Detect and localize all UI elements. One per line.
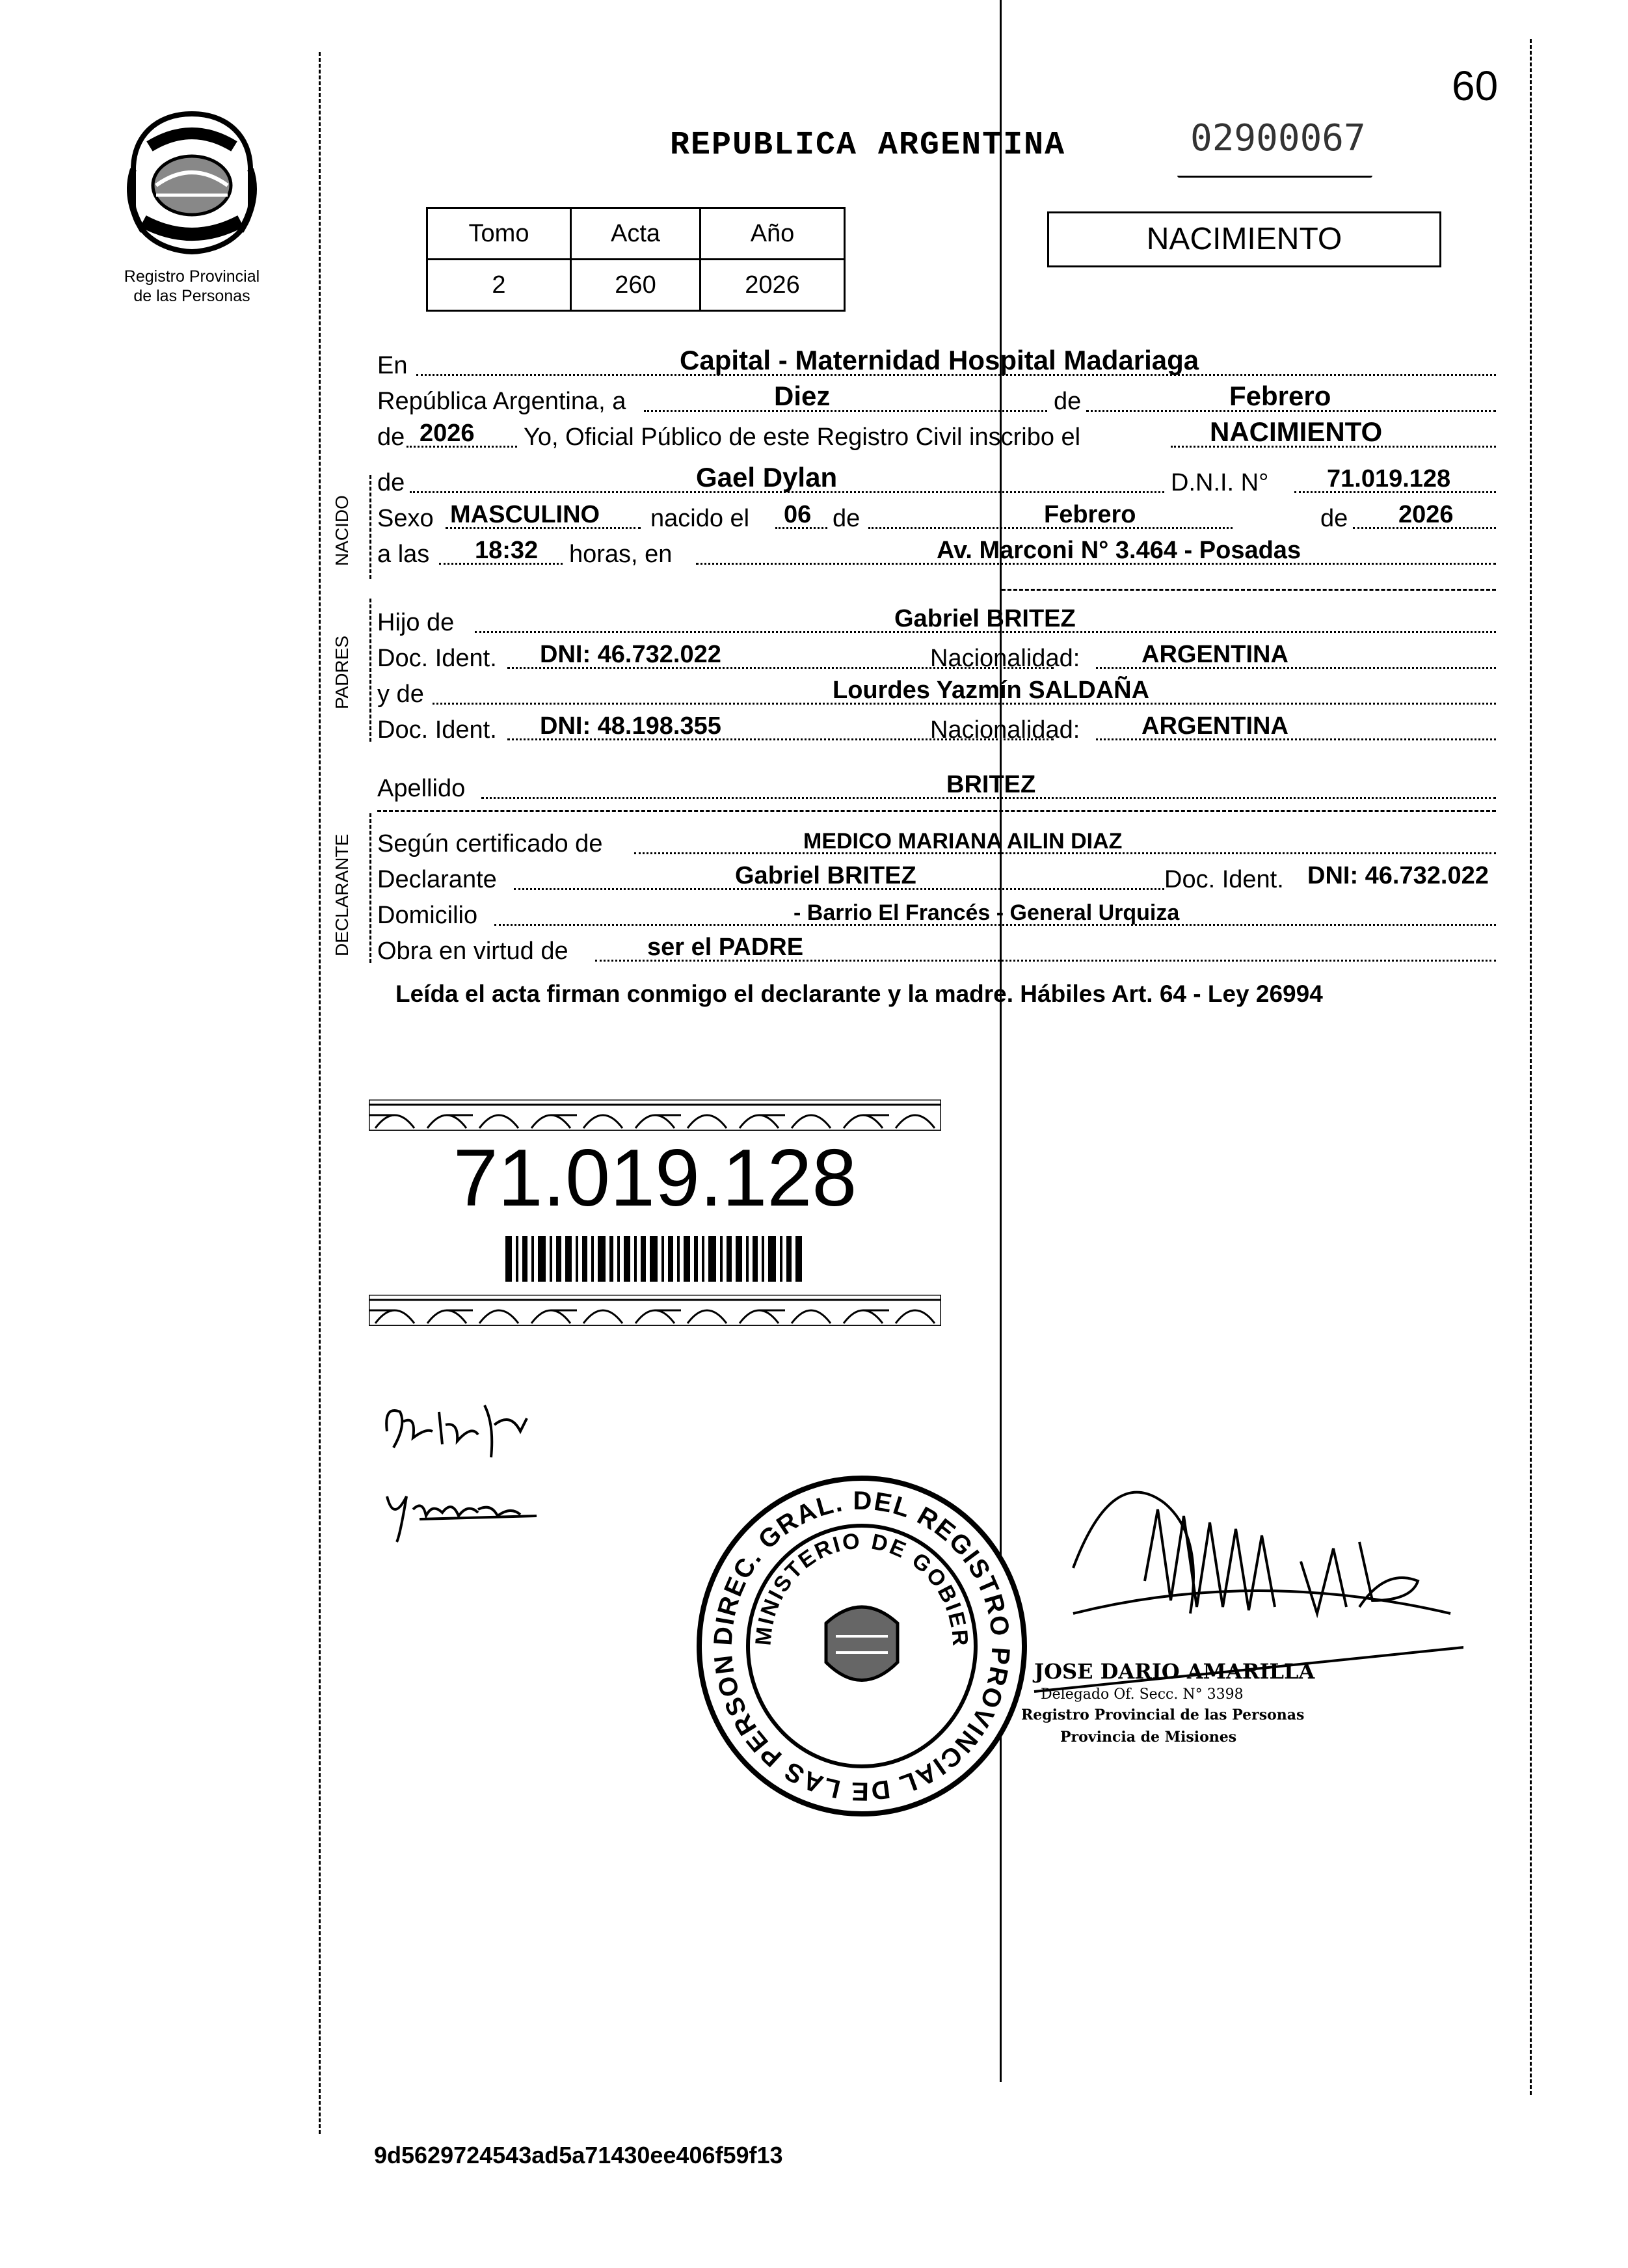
table-header-acta: Acta — [571, 208, 701, 260]
value-dia-nacimiento: 06 — [784, 501, 812, 528]
value-apellido: BRITEZ — [946, 771, 1036, 798]
section-divider-nacido — [369, 475, 371, 579]
label-de-anio-nac: de — [1320, 505, 1348, 532]
value-mes-nacimiento: Febrero — [1044, 501, 1136, 528]
label-dni: D.N.I. N° — [1171, 469, 1269, 496]
value-hora: 18:32 — [475, 537, 539, 564]
field-hora — [377, 533, 1496, 573]
label-nacionalidad-padre: Nacionalidad: — [930, 645, 1080, 672]
section-divider-declarante — [369, 813, 371, 963]
label-republica: República Argentina, a — [377, 388, 626, 415]
document-hash: 9d5629724543ad5a71430ee406f59f13 — [374, 2142, 783, 2168]
value-padre: Gabriel BRITEZ — [894, 605, 1076, 632]
left-margin-line — [319, 52, 321, 2134]
value-nombre: Gael Dylan — [696, 462, 838, 493]
label-apellido: Apellido — [377, 775, 466, 802]
closing-statement: Leída el acta firman conmigo el declarante y la madre. Hábiles Art. 64 - Ley 26994 — [395, 980, 1323, 1007]
dni-sticker — [369, 1100, 941, 1334]
field-hijo-de — [377, 602, 1496, 641]
table-header-anio: Año — [701, 208, 845, 260]
ministry-seal-icon — [693, 1474, 1031, 1818]
value-certificado: MEDICO MARIANA AILIN DIAZ — [803, 829, 1123, 854]
label-nacionalidad-madre: Nacionalidad: — [930, 716, 1080, 744]
value-dni-padre: DNI: 46.732.022 — [540, 641, 721, 668]
value-tipo-acta: NACIMIENTO — [1210, 416, 1383, 447]
official-stamp — [693, 1474, 1031, 1818]
official-title: Delegado Of. Secc. N° 3398 — [1041, 1686, 1244, 1703]
logo-caption — [98, 267, 286, 306]
official-registry: Registro Provincial de las Personas — [1021, 1707, 1305, 1723]
label-de-mes: de — [833, 505, 861, 532]
value-obra: ser el PADRE — [647, 934, 804, 961]
label-hijo-de: Hijo de — [377, 609, 455, 636]
page-number: 60 — [1452, 62, 1499, 109]
field-domicilio — [377, 895, 1496, 934]
value-dni-nacido: 71.019.128 — [1327, 465, 1451, 493]
province-logo — [117, 107, 267, 257]
logo-caption-line1: Registro Provincial — [124, 267, 260, 286]
field-certificado — [377, 823, 1496, 862]
stamp-outer-text: DIREC. GRAL. DEL REGISTRO PROVINCIAL DE LAS PERSON — [708, 1486, 1015, 1806]
value-nacionalidad-madre: ARGENTINA — [1141, 712, 1288, 740]
table-header-tomo: Tomo — [427, 208, 571, 260]
label-doc-padre: Doc. Ident. — [377, 645, 497, 672]
label-doc-declarante: Doc. Ident. — [1164, 866, 1284, 893]
field-y-de — [377, 673, 1496, 712]
official-block — [1021, 1659, 1385, 1746]
right-margin-line — [1530, 39, 1532, 2095]
serial-number: 02900067 — [1190, 117, 1366, 159]
field-doc-padre — [377, 638, 1496, 677]
misiones-shield-icon — [117, 107, 267, 257]
value-lugar-nacimiento: Av. Marconi N° 3.464 - Posadas — [937, 537, 1301, 564]
field-en — [377, 345, 1496, 384]
separator-nacido — [1002, 589, 1496, 591]
table-cell-tomo: 2 — [427, 260, 571, 311]
label-nacido-el: nacido el — [650, 505, 750, 532]
section-label-nacido: NACIDO — [332, 495, 352, 566]
section-label-declarante: DECLARANTE — [332, 833, 352, 956]
label-oficial: Yo, Oficial Público de este Registro Civil inscribo el — [524, 424, 1081, 451]
label-de: de — [1054, 388, 1082, 415]
label-declarante: Declarante — [377, 866, 497, 893]
official-name: JOSE DARIO AMARILLA — [1034, 1659, 1315, 1684]
field-declarante — [377, 859, 1496, 898]
barcode — [505, 1236, 805, 1282]
value-nacionalidad-padre: ARGENTINA — [1141, 641, 1288, 668]
dni-number-large: 71.019.128 — [453, 1133, 857, 1223]
value-mes-inscripcion: Febrero — [1229, 381, 1331, 411]
label-sexo: Sexo — [377, 505, 434, 532]
label-certificado: Según certificado de — [377, 830, 603, 857]
field-sexo — [377, 498, 1496, 537]
value-dni-madre: DNI: 48.198.355 — [540, 712, 721, 740]
separator-apellido — [377, 810, 1496, 812]
value-domicilio: - Barrio El Francés - General Urquiza — [794, 900, 1180, 925]
official-province: Provincia de Misiones — [1060, 1729, 1237, 1746]
label-obra: Obra en virtud de — [377, 938, 568, 965]
field-apellido — [377, 768, 1496, 807]
stamp-inner-text: MINISTERIO DE GOBIER — [751, 1528, 973, 1649]
sticker-pattern-bottom — [369, 1295, 941, 1326]
serial-underline — [1177, 176, 1372, 178]
label-de-nombre: de — [377, 469, 405, 496]
label-doc-madre: Doc. Ident. — [377, 716, 497, 744]
field-doc-madre — [377, 709, 1496, 748]
value-sexo: MASCULINO — [450, 501, 600, 528]
mother-signature — [380, 1477, 550, 1548]
declarant-signature — [380, 1386, 550, 1470]
value-declarante: Gabriel BRITEZ — [735, 862, 916, 889]
label-y-de: y de — [377, 681, 424, 708]
registry-table — [426, 207, 846, 312]
section-label-padres: PADRES — [332, 635, 352, 709]
field-obra — [377, 930, 1496, 969]
sticker-pattern-top — [369, 1100, 941, 1131]
label-horas-en: horas, en — [569, 541, 673, 568]
record-type-box: NACIMIENTO — [1047, 211, 1441, 267]
label-a-las: a las — [377, 541, 430, 568]
value-dia-letras: Diez — [774, 381, 831, 411]
section-divider-padres — [369, 599, 371, 742]
value-anio-nacimiento: 2026 — [1398, 501, 1454, 528]
field-republica — [377, 381, 1496, 420]
label-de-anio: de — [377, 424, 405, 451]
value-dni-declarante: DNI: 46.732.022 — [1307, 862, 1489, 889]
logo-caption-line2: de las Personas — [133, 287, 250, 305]
table-cell-anio: 2026 — [701, 260, 845, 311]
value-madre: Lourdes Yazmín SALDAÑA — [833, 677, 1150, 704]
label-domicilio: Domicilio — [377, 902, 478, 929]
field-anio — [377, 416, 1496, 455]
document-title: REPUBLICA ARGENTINA — [670, 127, 1066, 164]
label-en: En — [377, 352, 408, 379]
field-nombre — [377, 462, 1496, 501]
value-anio-inscripcion: 2026 — [420, 420, 475, 447]
value-lugar: Capital - Maternidad Hospital Madariaga — [680, 345, 1199, 375]
table-cell-acta: 260 — [571, 260, 701, 311]
